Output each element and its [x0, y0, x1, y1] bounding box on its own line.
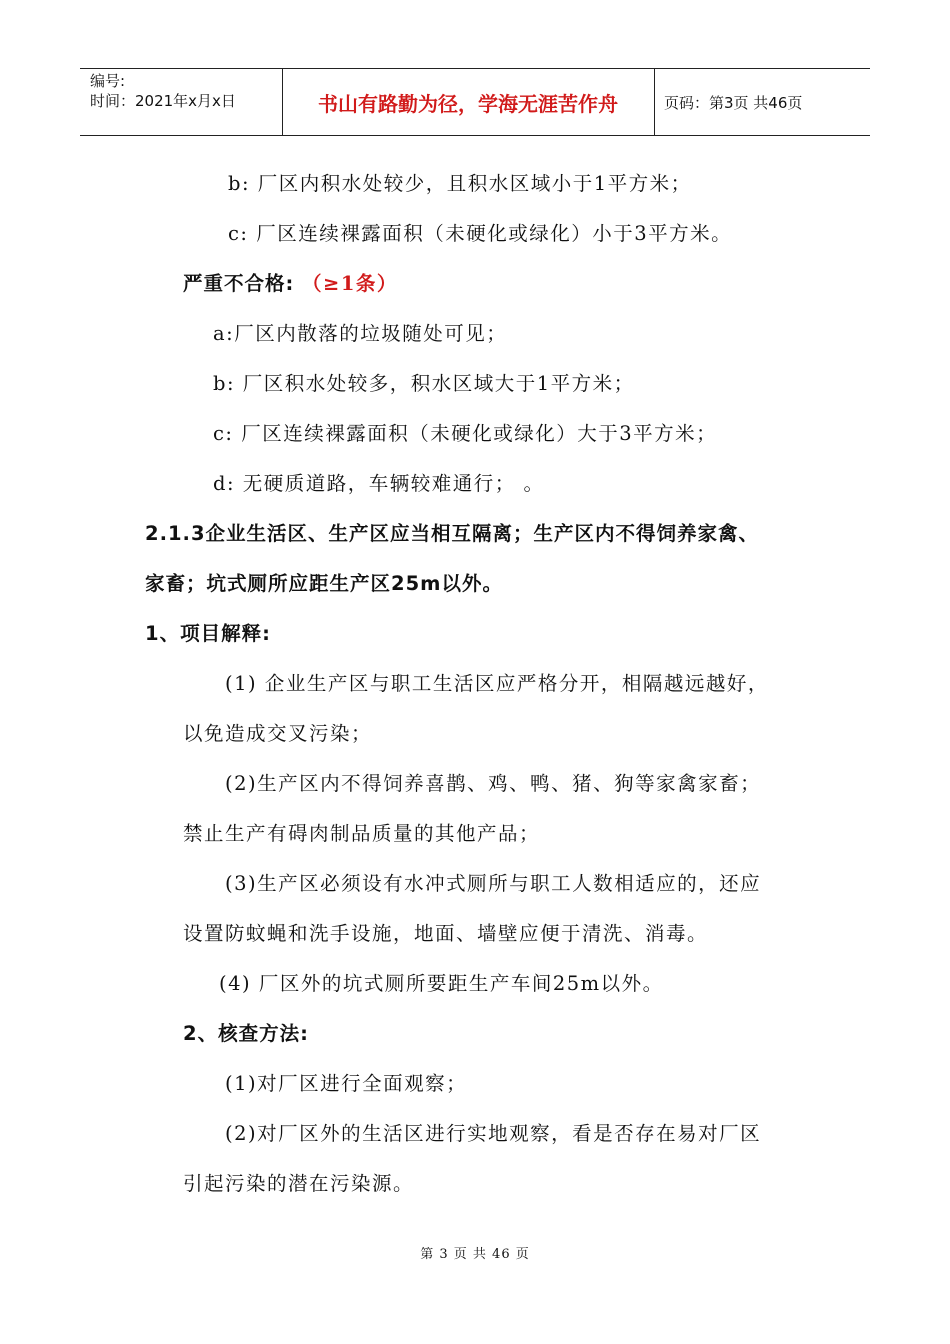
document-number-label: 编号: [90, 72, 126, 90]
criterion-line: d: 无硬质道路，车辆较难通行； 。 [213, 472, 545, 495]
section-heading: 2.1.3企业生活区、生产区应当相互隔离；生产区内不得饲养家禽、 [145, 522, 760, 545]
paragraph-line: (3)生产区必须设有水冲式厕所与职工人数相适应的，还应 [225, 872, 762, 895]
paragraph-line: 以免造成交叉污染； [183, 722, 373, 745]
paragraph-line: 禁止生产有碍肉制品质量的其他产品； [183, 822, 541, 845]
item-heading-method: 2、核查方法: [183, 1022, 309, 1045]
item-heading-explanation: 1、项目解释: [145, 622, 271, 645]
criterion-line: a:厂区内散落的垃圾随处可见； [213, 322, 508, 345]
criterion-line: b: 厂区积水处较多，积水区域大于1平方米； [213, 372, 635, 395]
criterion-line: c: 厂区连续裸露面积（未硬化或绿化）小于3平方米。 [228, 222, 733, 245]
paragraph-line: 设置防蚊蝇和洗手设施，地面、墙壁应便于清洗、消毒。 [183, 922, 709, 945]
header-divider-right [654, 69, 655, 135]
header-page-info: 页码：第3页 共46页 [664, 94, 803, 112]
severe-label: 严重不合格: [183, 272, 295, 295]
section-heading-continued: 家畜；坑式厕所应距生产区25m以外。 [145, 572, 503, 595]
criterion-line: c: 厂区连续裸露面积（未硬化或绿化）大于3平方米； [213, 422, 718, 445]
header-motto: 书山有路勤为径，学海无涯苦作舟 [318, 92, 618, 116]
paragraph-line: (2)对厂区外的生活区进行实地观察，看是否存在易对厂区 [225, 1122, 762, 1145]
paragraph-line: (1) 企业生产区与职工生活区应严格分开，相隔越远越好， [225, 672, 769, 695]
page-footer: 第 3 页 共 46 页 [420, 1247, 530, 1262]
paragraph-line: (1)对厂区进行全面观察； [225, 1072, 468, 1095]
paragraph-line: (2)生产区内不得饲养喜鹊、鸡、鸭、猪、狗等家禽家畜； [225, 772, 762, 795]
paragraph-line: (4) 厂区外的坑式厕所要距生产车间25m以外。 [219, 972, 664, 995]
page-header [80, 68, 870, 136]
document-date: 时间：2021年x月x日 [90, 92, 236, 110]
severe-count: （≥1条） [302, 272, 398, 295]
severe-nonconformity-heading [183, 271, 398, 297]
paragraph-line: 引起污染的潜在污染源。 [183, 1172, 415, 1195]
criterion-line: b: 厂区内积水处较少，且积水区域小于1平方米； [228, 172, 692, 195]
